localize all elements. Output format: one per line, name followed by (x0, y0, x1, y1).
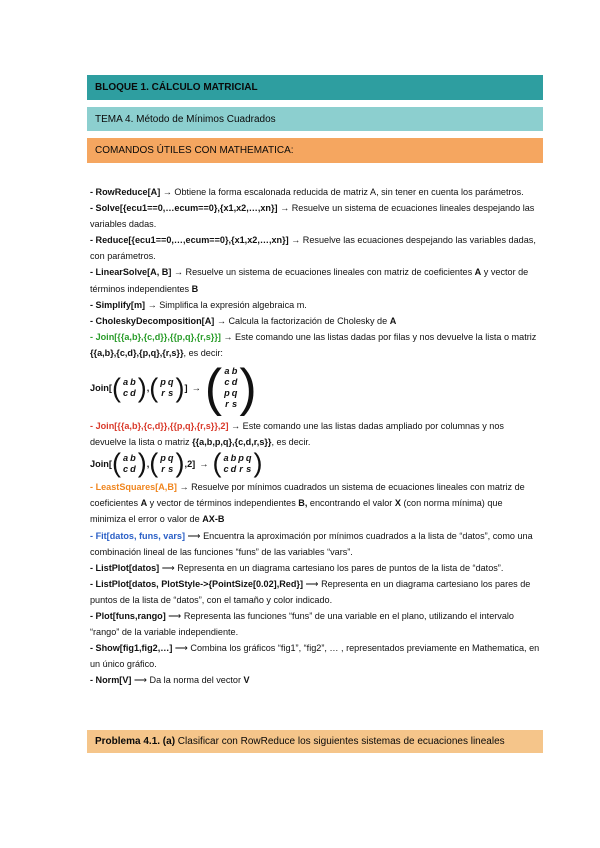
command-join-columns (90, 418, 540, 450)
command-name: - ListPlot[datos] (90, 562, 160, 573)
command-dash: - (90, 482, 96, 493)
matrix-entry: a (224, 366, 230, 377)
command-plot (90, 608, 540, 640)
command-desc: → Este comando une las listas dadas ampliado por columnas y nos devuelve la lista o matriz (90, 421, 504, 448)
problem-band (87, 730, 543, 753)
matrix-entry: c (223, 463, 229, 474)
matrix-entry: b (130, 452, 136, 463)
matrix-cells (121, 453, 138, 475)
commands-list (90, 184, 540, 688)
problem-text: Clasificar con RowReduce los siguientes sistemas de ecuaciones lineales (175, 736, 505, 747)
matrix-entry: b (231, 366, 238, 377)
command-name: - Simplify[m] (90, 299, 146, 310)
command-desc: → Calcula la factorización de Cholesky de (214, 315, 390, 326)
problem-statement (95, 736, 505, 747)
join-matrix-1: ( a b c d ) (111, 372, 147, 403)
command-join (90, 329, 540, 361)
matrix-entry: a (122, 452, 129, 463)
command-linearsolve (90, 264, 540, 296)
command-desc: → Este comando une las listas dadas por filas y nos devuelve la lista o matriz (220, 331, 537, 342)
command-fit (90, 528, 540, 560)
matrix-entry: q (231, 388, 238, 399)
vector-b-ref: B (191, 283, 199, 294)
command-show (90, 640, 540, 672)
command-desc: ⟶ Da la norma del vector (131, 675, 244, 686)
command-name: - ListPlot[datos, PlotStyle->{PointSize[0.02],Red}] (90, 578, 303, 589)
command-reduce (90, 232, 540, 264)
command-leastsquares (90, 479, 540, 527)
matrix-entry: s (168, 388, 174, 399)
matrix-entry: s (246, 463, 252, 474)
topic-title: TEMA 4. Método de Mínimos Cuadrados (95, 113, 276, 125)
join-columns-example: Join[ ( a b c d ) , ( p q r s ) ,2] → ( a b p q c d r s ) (90, 448, 263, 479)
block-title: BLOQUE 1. CÁLCULO MATRICIAL (95, 82, 258, 93)
command-desc-cont: encontrando el valor (307, 498, 395, 509)
command-name: - RowReduce[A] (90, 187, 161, 197)
matrix-entry: r (161, 388, 165, 399)
join-matrix-2: ( p q r s ) (149, 448, 185, 479)
join-result: {{a,b},{c,d},{p,q},{r,s}} (90, 347, 184, 358)
matrix-entry: b (130, 377, 136, 388)
command-name: Join[{{a,b},{c,d}},{{p,q},{r,s}}] (95, 331, 221, 342)
matrix-entry: d (231, 377, 238, 388)
command-norm (90, 672, 540, 688)
matrix-cells (158, 453, 175, 475)
command-desc-cont: , es decir. (271, 437, 311, 448)
join-output-matrix: ( a b p q c d r s ) (212, 448, 263, 479)
join-close: ,2] (184, 458, 196, 469)
command-desc-cont: (con norma mínima) que minimiza el error o valor de (90, 498, 503, 525)
matrix-a-ref: A (140, 498, 148, 509)
matrix-entry: r (239, 463, 243, 474)
command-desc: → Obtiene la forma escalonada reducida de matriz A, sin tener en cuenta los parámetros. (160, 187, 524, 197)
join-label: Join[ (90, 458, 112, 469)
matrix-entry: c (224, 377, 230, 388)
matrix-entry: a (223, 452, 229, 463)
matrix-entry: p (238, 452, 244, 463)
matrix-entry: a (122, 377, 129, 388)
command-desc-cont: , es decir: (183, 347, 223, 358)
join-matrix-2: ( p q r s ) (149, 372, 185, 403)
command-dash: - (90, 530, 96, 541)
axb-ref: AX-B (202, 514, 225, 525)
join-close: ] (184, 382, 188, 393)
matrix-entry: b (230, 452, 237, 463)
command-name: - Reduce[{ecu1==0,…,ecum==0},{x1,x2,…,xn}] (90, 235, 289, 246)
command-desc: ⟶ Encuentra la aproximación por mínimos cuadrados a la lista de “datos”, como una combinación lineal de las funciones “funs” de las variables “vars”. (90, 530, 533, 557)
matrix-entry: d (130, 463, 136, 474)
command-listplot-style (90, 576, 540, 608)
topic-title-band (87, 107, 543, 131)
matrix-a-ref: A (389, 315, 397, 326)
command-listplot (90, 560, 540, 576)
command-name: - Solve[{ecu1==0,…ecum==0},{x1,x2,…,xn}] (90, 203, 278, 214)
command-desc: ⟶ Combina los gráficos “fig1”, “fig2”, … , representados previamente en Mathematica, en un único gráfico. (90, 643, 540, 670)
vector-v-ref: V (243, 675, 250, 686)
matrix-entry: q (167, 377, 174, 388)
matrix-entry: q (245, 452, 252, 463)
join-result: {{a,b,p,q},{c,d,r,s}} (192, 437, 272, 448)
matrix-entry: s (168, 463, 174, 474)
commands-title: COMANDOS ÚTILES CON MATHEMATICA: (95, 145, 294, 156)
matrix-entry: p (160, 377, 166, 388)
command-name: Join[{{a,b},{c,d}},{{p,q},{r,s}},2] (95, 421, 229, 432)
command-name: - CholeskyDecomposition[A] (90, 315, 215, 326)
join-matrix-1: ( a b c d ) (111, 448, 147, 479)
command-dash: - (90, 421, 96, 432)
matrix-entry: r (225, 399, 229, 410)
command-desc: → Resuelve por mínimos cuadrados un sistema de ecuaciones lineales con matriz de coeficientes (90, 482, 525, 509)
command-name: - Norm[V] (90, 675, 132, 686)
commands-title-band (87, 138, 543, 163)
command-solve (90, 200, 540, 232)
arrow-icon: → (191, 382, 201, 393)
matrix-entry: q (167, 452, 174, 463)
command-desc-cont: y vector de términos independientes (147, 498, 299, 509)
matrix-entry: c (122, 463, 129, 474)
command-desc: → Simplifica la expresión algebraica m. (145, 299, 307, 310)
command-name: - Plot[funs,rango] (90, 610, 166, 621)
command-name: Fit[datos, funs, vars] (95, 530, 185, 541)
block-title-band (87, 75, 543, 100)
matrix-cells (121, 377, 138, 399)
matrix-entry: s (231, 399, 238, 410)
command-desc: → Resuelve un sistema de ecuaciones lineales despejando las variables dadas. (90, 203, 535, 230)
matrix-a-ref: A (474, 267, 482, 278)
matrix-entry: p (224, 388, 230, 399)
problem-label: Problema 4.1. (a) (95, 736, 176, 747)
command-desc: → Resuelve un sistema de ecuaciones lineales con matriz de coeficientes (171, 267, 475, 278)
command-name: LeastSquares[A,B] (95, 482, 177, 493)
matrix-entry: d (230, 463, 237, 474)
command-name: - LinearSolve[A, B] (90, 267, 172, 278)
join-label: Join[ (90, 382, 112, 393)
vector-b-ref: B, (298, 498, 308, 509)
command-simplify (90, 297, 540, 313)
matrix-entry: d (130, 388, 136, 399)
join-example: Join[ ( a b c d ) , ( p q r s ) ] → ( a b c d p q r s ) (90, 359, 257, 418)
command-desc-cont: y vector de términos independientes (90, 267, 529, 294)
matrix-cells (222, 366, 239, 410)
x-ref: X (394, 498, 401, 509)
command-cholesky (90, 313, 540, 329)
join-output-matrix: ( a b c d p q r s ) (204, 359, 257, 418)
matrix-entry: r (161, 463, 165, 474)
matrix-entry: p (160, 452, 166, 463)
matrix-cells (221, 453, 253, 475)
command-name: - Show[fig1,fig2,…] (90, 643, 173, 654)
matrix-cells (158, 377, 175, 399)
command-desc: ⟶ Representa en un diagrama cartesiano los pares de puntos de la lista de “datos”, con el tamaño y color indicado. (90, 578, 531, 605)
command-desc: → Resuelve las ecuaciones despejando las variables dadas, con parámetros. (90, 235, 536, 262)
matrix-entry: c (122, 388, 129, 399)
arrow-icon: → (199, 458, 209, 469)
command-rowreduce (90, 184, 540, 200)
command-dash: - (90, 331, 96, 342)
command-desc: ⟶ Representa las funciones “funs” de una variable en el plano, utilizando el intervalo “rango” de la variable independiente. (90, 610, 514, 638)
command-desc: ⟶ Representa en un diagrama cartesiano los pares de puntos de la lista de “datos”. (159, 562, 504, 573)
